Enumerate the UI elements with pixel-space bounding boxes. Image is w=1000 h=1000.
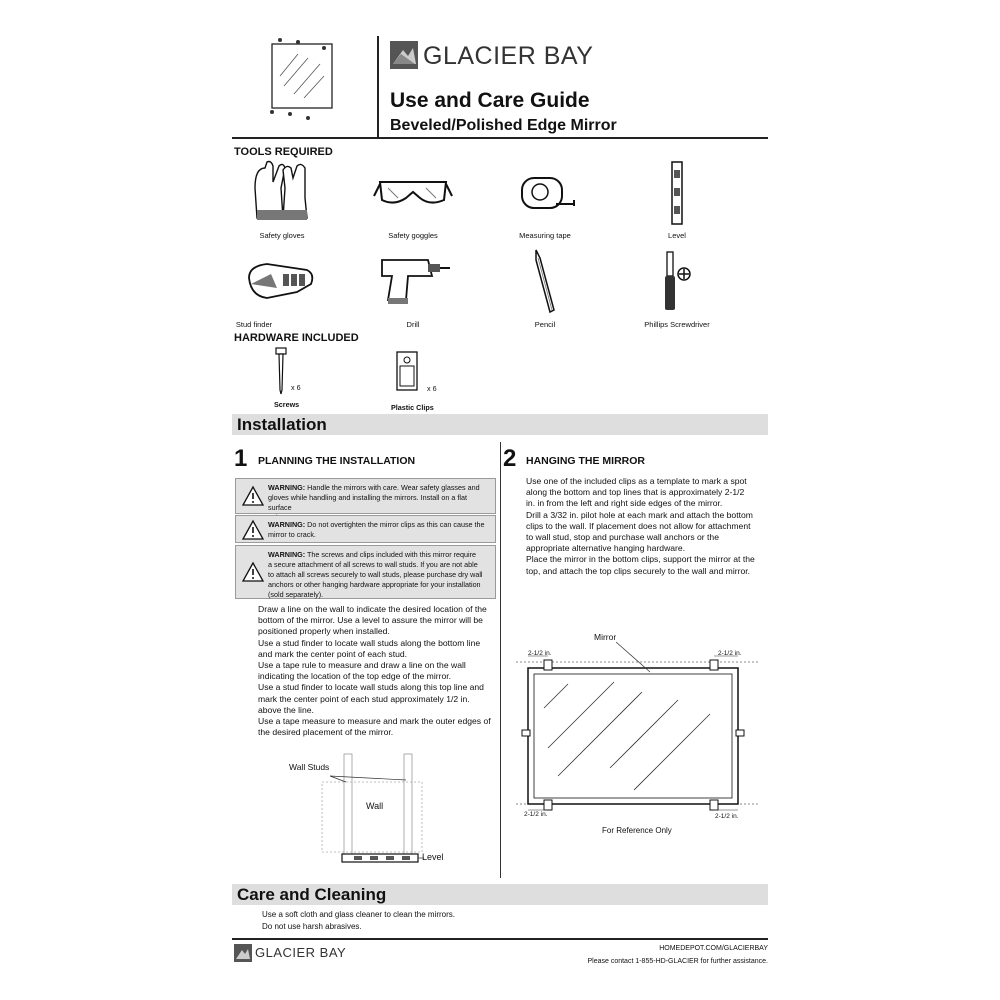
screw-icon bbox=[258, 346, 288, 396]
dimension-label: 2-1/2 in. bbox=[718, 650, 742, 657]
tool-pencil bbox=[490, 248, 600, 334]
warning-text: Do not overtighten the mirror clips as this can cause the bbox=[307, 520, 485, 529]
level-label: Level bbox=[422, 852, 444, 862]
warning-label: WARNING: bbox=[268, 483, 306, 492]
warning-icon bbox=[242, 520, 264, 540]
step2-instructions bbox=[526, 476, 768, 577]
instruction-line: positioned properly when installed. bbox=[258, 626, 390, 637]
mirror-hanging-diagram bbox=[510, 628, 766, 840]
warning-label: WARNING: bbox=[268, 520, 306, 529]
step1-instructions bbox=[258, 604, 498, 738]
dimension-label: 2-1/2 in. bbox=[524, 811, 548, 818]
care-band bbox=[232, 884, 768, 905]
tape-icon bbox=[490, 158, 600, 228]
tool-goggles bbox=[358, 158, 468, 246]
instruction-line: and mark the center point of each stud. bbox=[258, 648, 408, 659]
warning-box-2 bbox=[235, 515, 496, 543]
tool-label: Drill bbox=[406, 320, 420, 329]
instruction-line: Use one of the included clips as a template to mark a spot bbox=[526, 476, 747, 486]
warning-text: Handle the mirrors with care. Wear safety glasses and bbox=[307, 483, 480, 492]
hardware-qty: x 6 bbox=[291, 383, 301, 392]
pencil-icon bbox=[490, 248, 600, 318]
warning-text: gloves while handling and installing the mirrors. Install on a flat surface bbox=[268, 493, 467, 512]
wall-diagram bbox=[286, 750, 486, 870]
page-title: Use and Care Guide bbox=[390, 89, 590, 112]
instruction-line: Use a tape rule to measure and draw a line on the wall bbox=[258, 660, 466, 671]
hardware-heading: HARDWARE INCLUDED bbox=[234, 332, 359, 344]
glacier-logo-icon bbox=[234, 944, 252, 962]
tool-level bbox=[622, 158, 732, 246]
hardware-label: Screws bbox=[274, 400, 300, 409]
warning-text: (sold separately). bbox=[268, 590, 324, 599]
warning-label: WARNING: bbox=[268, 550, 306, 559]
warning-text: The screws and clips included with this mirror require bbox=[307, 550, 476, 559]
warning-text: mirror to crack. bbox=[268, 530, 316, 539]
instruction-line: to wall stud, stop and purchase wall anchors or the bbox=[526, 532, 719, 543]
instruction-line: the desired placement of the mirror. bbox=[258, 727, 394, 738]
page-subtitle: Beveled/Polished Edge Mirror bbox=[390, 117, 617, 134]
footer-rule bbox=[232, 938, 768, 940]
dimension-label: 2-1/2 in. bbox=[528, 650, 552, 657]
instruction-line: indicating the location of the top edge of the mirror. bbox=[258, 671, 452, 682]
header-rule bbox=[232, 137, 768, 139]
gloves-icon bbox=[227, 158, 337, 228]
warning-text: a secure attachment of all screws to wall studs. If you are not able bbox=[268, 560, 478, 569]
installation-band bbox=[232, 414, 768, 435]
warning-text: anchors or other hanging hardware appropriate for your installation bbox=[268, 580, 481, 589]
reference-caption: For Reference Only bbox=[602, 826, 672, 835]
glacier-logo-icon bbox=[389, 40, 419, 70]
dimension-label: 2-1/2 in. bbox=[715, 813, 739, 820]
tool-measuring-tape bbox=[490, 158, 600, 246]
instruction-line: appropriate alternative hanging hardware. bbox=[526, 543, 686, 554]
warning-text: to attach all screws securely to wall studs, please purchase dry wall bbox=[268, 570, 483, 579]
instruction-line: bottom of the mirror. Use a level to assure the mirror will be bbox=[258, 615, 483, 626]
instruction-line: in. in from the left and right side edges of the mirror. bbox=[526, 498, 723, 509]
care-heading: Care and Cleaning bbox=[237, 885, 387, 904]
tool-label: Measuring tape bbox=[519, 231, 571, 240]
tool-screwdriver bbox=[622, 248, 732, 334]
wall-studs-label: Wall Studs bbox=[289, 762, 330, 772]
screwdriver-icon bbox=[622, 248, 732, 318]
header-divider bbox=[377, 36, 379, 137]
tool-label: Safety gloves bbox=[259, 231, 305, 240]
instruction-line: top, and attach the top clips securely to the wall and mirror. bbox=[526, 565, 751, 576]
tool-stud-finder bbox=[227, 248, 337, 334]
instruction-line: Use a tape measure to measure and mark the outer edges of bbox=[258, 716, 491, 727]
goggles-icon bbox=[358, 158, 468, 228]
step1-number: 1 bbox=[234, 445, 248, 472]
tool-label: Pencil bbox=[534, 320, 556, 329]
care-line: Use a soft cloth and glass cleaner to clean the mirrors. bbox=[262, 910, 455, 919]
instruction-line: Use a stud finder to locate wall studs along this top line and bbox=[258, 682, 484, 693]
tools-heading: TOOLS REQUIRED bbox=[234, 146, 333, 158]
instruction-line: Place the mirror in the bottom clips, support the mirror at the bbox=[526, 554, 755, 565]
step2-number: 2 bbox=[503, 445, 517, 472]
footer-url[interactable]: HOMEDEPOT.COM/GLACIERBAY bbox=[659, 945, 768, 952]
instruction-line: Drill a 3/32 in. pilot hole at each mark and attach the bottom bbox=[526, 509, 753, 520]
hardware-clips bbox=[385, 350, 445, 414]
care-line: Do not use harsh abrasives. bbox=[262, 922, 362, 931]
step2-title: HANGING THE MIRROR bbox=[526, 455, 645, 467]
mirror-thumbnail bbox=[264, 36, 344, 124]
instruction-line: mark the center point of each stud approximately 1/2 in. bbox=[258, 693, 470, 704]
hardware-screws bbox=[258, 346, 318, 410]
tool-label: Level bbox=[668, 231, 686, 240]
warning-box-1 bbox=[235, 478, 496, 514]
instruction-line: above the line. bbox=[258, 704, 314, 715]
level-icon bbox=[622, 158, 732, 228]
instruction-line: Use a stud finder to locate wall studs along the bottom line bbox=[258, 637, 481, 648]
footer-brand-name: GLACIER BAY bbox=[255, 945, 347, 960]
footer-contact: Please contact 1-855-HD-GLACIER for further assistance. bbox=[587, 958, 768, 965]
hardware-qty: x 6 bbox=[427, 384, 437, 393]
warning-icon bbox=[242, 562, 264, 582]
hardware-label: Plastic Clips bbox=[391, 403, 434, 412]
mirror-label: Mirror bbox=[594, 632, 617, 642]
tool-label: Stud finder bbox=[235, 320, 273, 329]
column-divider bbox=[500, 442, 501, 878]
warning-box-3 bbox=[235, 545, 496, 599]
tool-gloves bbox=[227, 158, 337, 246]
warning-icon bbox=[242, 486, 264, 506]
plastic-clip-icon bbox=[385, 350, 415, 394]
drill-icon bbox=[358, 248, 468, 318]
step1-title: PLANNING THE INSTALLATION bbox=[258, 455, 416, 467]
stud-finder-icon bbox=[227, 248, 337, 318]
instruction-line: along the bottom and top lines that is approximately 2-1/2 bbox=[526, 487, 745, 498]
mirror-thumbnail-icon bbox=[264, 36, 344, 124]
tool-drill bbox=[358, 248, 468, 334]
instruction-line: Draw a line on the wall to indicate the desired location of the bbox=[258, 604, 487, 614]
instruction-line: clips to the wall. If placement does not allow for attachment bbox=[526, 520, 751, 531]
brand-name: GLACIER BAY bbox=[423, 42, 594, 70]
mirror-diagram bbox=[510, 628, 766, 840]
tool-label: Safety goggles bbox=[388, 231, 438, 240]
tool-label: Phillips Screwdriver bbox=[644, 320, 710, 329]
wall-label: Wall bbox=[366, 801, 384, 811]
installation-heading: Installation bbox=[237, 415, 327, 434]
